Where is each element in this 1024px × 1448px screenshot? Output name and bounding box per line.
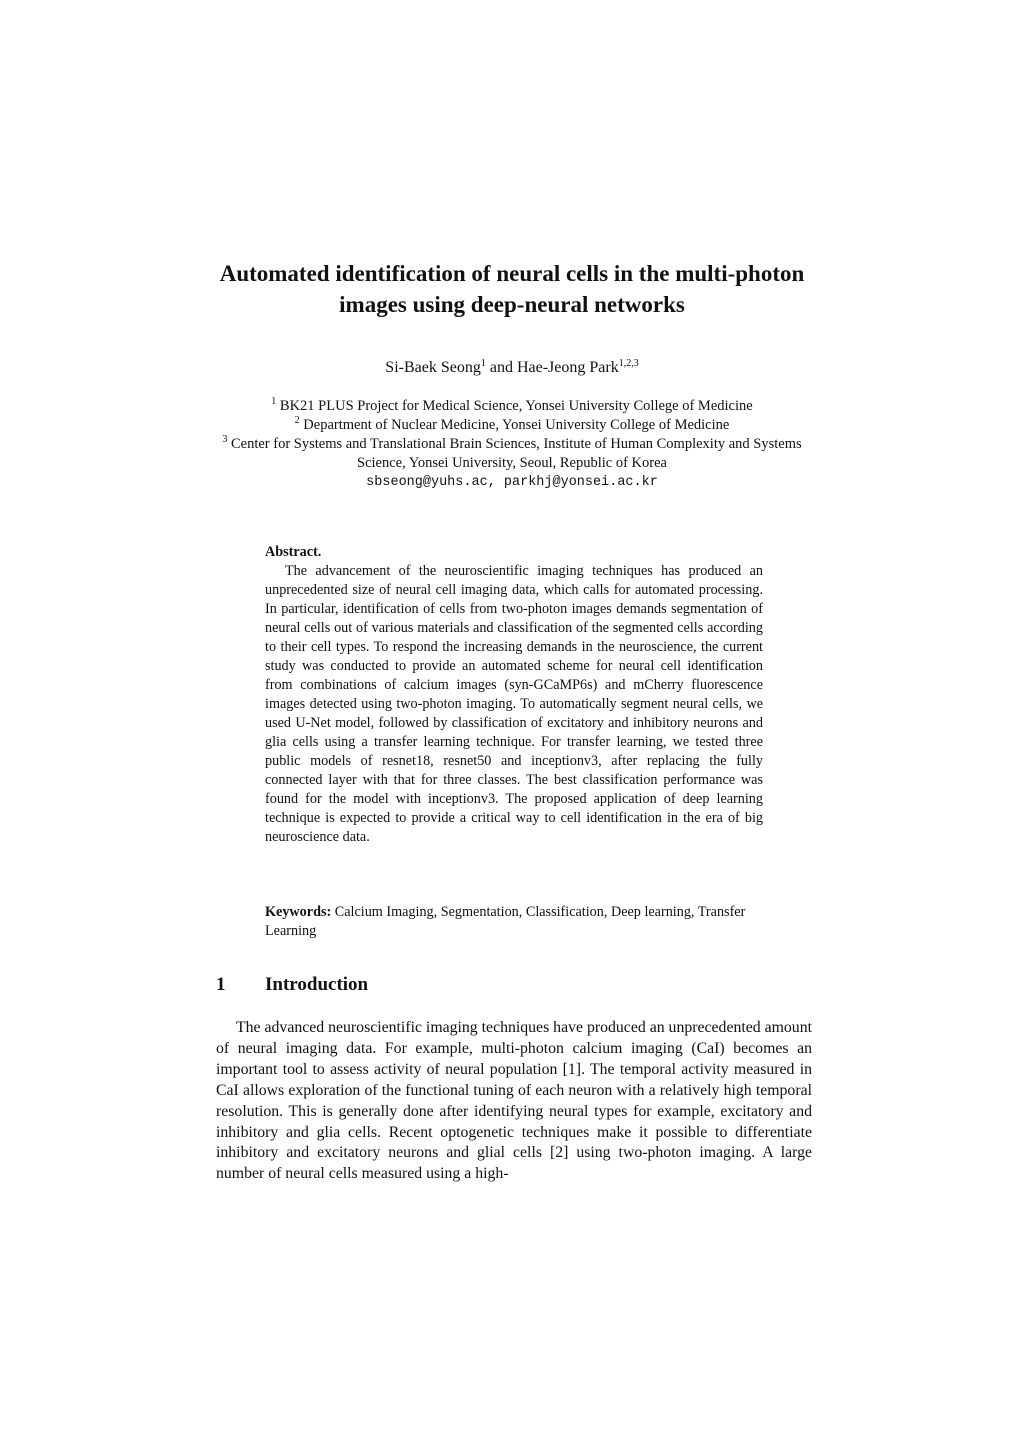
author-line <box>200 357 824 379</box>
affiliation-mark: 1 <box>271 396 277 407</box>
author-emails: sbseong@yuhs.ac, parkhj@yonsei.ac.kr <box>366 475 658 490</box>
affiliation-text: Center for Systems and Translational Brain Sciences, Institute of Human Complexity and Systems Science, Yonsei University, Seoul, Republic of Korea <box>230 436 802 471</box>
section-number: 1 <box>216 974 226 995</box>
abstract-heading: Abstract. <box>265 544 322 560</box>
paper-title: Automated identification of neural cells in the multi-photon images using deep-neural networks <box>219 261 805 317</box>
author-name: Hae-Jeong Park <box>516 359 619 376</box>
affiliations <box>200 397 824 473</box>
introduction-paragraph: The advanced neuroscientific imaging techniques have produced an unprecedented amount of neural imaging data. For example, multi-photon calcium imaging (CaI) becomes an important tool to assess activity of neural population [1]. The temporal activity measured in CaI allows exploration of the functional tuning of each neuron with a relatively high temporal resolution. This is generally done after identifying neural types for example, excitatory and inhibitory and glia cells. Recent optogenetic techniques make it possible to differentiate inhibitory and excitatory neurons and glial cells [2] using two-photon imaging. A large number of neural cells measured using a high- <box>216 1019 812 1183</box>
author-affiliation-mark: 1,2,3 <box>618 358 639 369</box>
affiliation <box>200 416 824 435</box>
affiliation <box>200 435 824 473</box>
abstract-text: The advancement of the neuroscientific imaging techniques has produced an unprecedented size of neural cell imaging data, which calls for automated processing. In particular, identification of cells from two-photon images demands segmentation of neural cells out of various materials and classification of the segmented cells according to their cell types. To respond the increasing demands in the neuroscience, the current study was conducted to provide an automated scheme for neural cell identification from combinations of calcium images (syn-GCaMP6s) and mCherry fluorescence images detected using two-photon imaging. To automatically segment neural cells, we used U-Net model, followed by classification of excitatory and inhibitory neurons and glia cells using a transfer learning technique. For transfer learning, we tested three public models of resnet18, resnet50 and inceptionv3, after replacing the fully connected layer with that for three classes. The best classification performance was found for the model with inceptionv3. The proposed application of deep learning technique is expected to provide a critical way to cell identification in the era of big neuroscience data. <box>265 563 763 845</box>
affiliation-mark: 3 <box>222 434 228 445</box>
affiliation <box>200 397 824 416</box>
keywords-text: Calcium Imaging, Segmentation, Classification, Deep learning, Transfer Learning <box>265 904 746 939</box>
affiliation-mark: 2 <box>294 415 300 426</box>
affiliation-text: BK21 PLUS Project for Medical Science, Yonsei University College of Medicine <box>279 398 753 414</box>
abstract <box>265 543 763 847</box>
affiliation-text: Department of Nuclear Medicine, Yonsei University College of Medicine <box>303 417 730 433</box>
author-affiliation-mark: 1 <box>480 358 486 369</box>
author-name: Si-Baek Seong <box>385 359 481 376</box>
keywords-label: Keywords: <box>265 904 332 920</box>
keywords <box>265 903 763 941</box>
author-joiner: and <box>485 359 517 376</box>
section-heading <box>216 973 368 997</box>
section-title: Introduction <box>265 974 369 995</box>
